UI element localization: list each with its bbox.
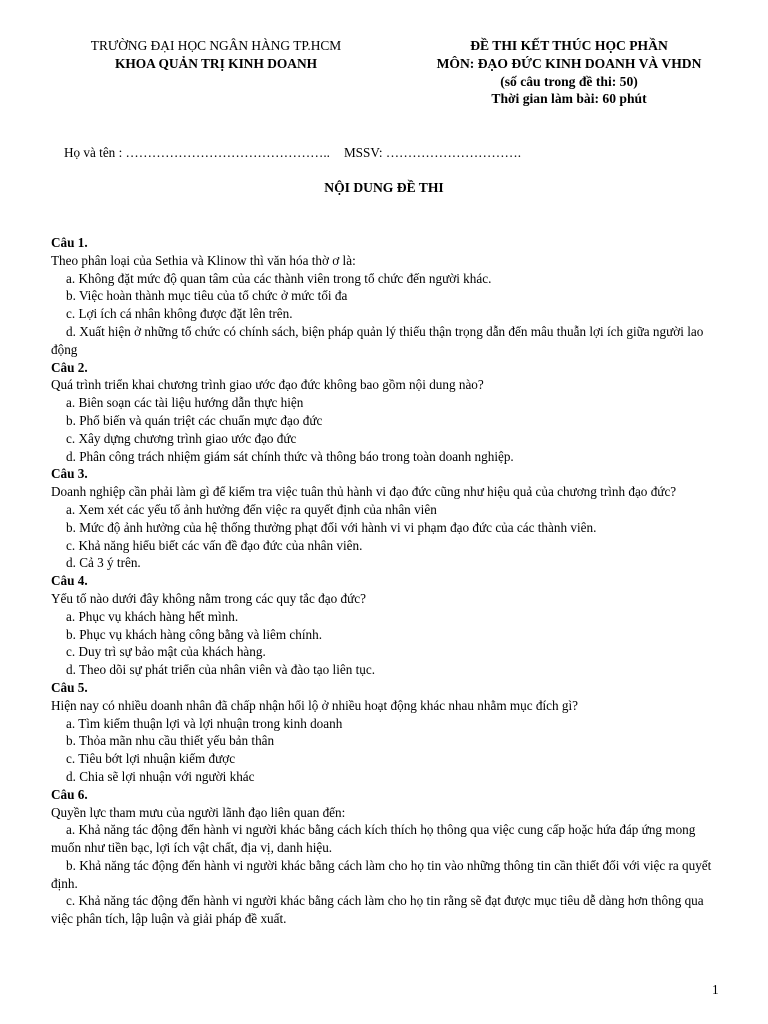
question-text: Doanh nghiệp cần phải làm gì để kiểm tra việc tuân thủ hành vi đạo đức cũng như hiệu quả của chương trình đạo đức? bbox=[51, 484, 677, 500]
question bbox=[51, 234, 721, 359]
exam-info-block bbox=[410, 37, 728, 108]
answer-option: a. Không đặt mức độ quan tâm của các thành viên trong tổ chức đến người khác. bbox=[66, 270, 492, 286]
question-text: Quyền lực tham mưu của người lãnh đạo liên quan đến: bbox=[51, 804, 346, 820]
question-label: Câu 1. bbox=[51, 235, 88, 250]
question-label: Câu 6. bbox=[51, 786, 88, 802]
school-name: TRƯỜNG ĐẠI HỌC NGÂN HÀNG TP.HCM bbox=[90, 38, 342, 53]
answer-option: c. Xây dựng chương trình giao ước đạo đức bbox=[66, 430, 297, 446]
answer-option: b. Phổ biến và quán triệt các chuẩn mực đạo đức bbox=[66, 412, 323, 428]
page-number: 1 bbox=[712, 982, 719, 997]
answer-option: b. Thỏa mãn nhu cầu thiết yếu bản thân bbox=[66, 733, 275, 749]
content-title: NỘI DUNG ĐỀ THI bbox=[324, 180, 444, 195]
question-text: Quá trình triển khai chương trình giao ước đạo đức không bao gồm nội dung nào? bbox=[51, 377, 484, 393]
student-info-line bbox=[64, 144, 521, 162]
exam-duration: Thời gian làm bài: 60 phút bbox=[491, 91, 647, 107]
question-label: Câu 4. bbox=[51, 573, 88, 589]
answer-option: d. Phân công trách nhiệm giám sát chính thức và thông báo trong toàn doanh nghiệp. bbox=[66, 448, 514, 464]
answer-option: c. Duy trì sự bảo mật của khách hàng. bbox=[66, 644, 266, 660]
question bbox=[51, 679, 721, 786]
question bbox=[51, 572, 721, 679]
answer-option: b. Việc hoàn thành mục tiêu của tổ chức ở mức tối đa bbox=[66, 288, 348, 304]
answer-option: c. Tiêu bớt lợi nhuận kiếm được bbox=[66, 751, 236, 767]
exam-header bbox=[0, 37, 768, 113]
answer-option: b. Khả năng tác động đến hành vi người khác bằng cách làm cho họ tin vào những thông tin cần thiết đối với việc ra quyết định. bbox=[51, 857, 712, 891]
answer-option: d. Theo dõi sự phát triển của nhân viên và đào tạo liên tục. bbox=[66, 662, 376, 678]
exam-title: ĐỀ THI KẾT THÚC HỌC PHẦN bbox=[470, 38, 668, 53]
question-label: Câu 3. bbox=[51, 466, 88, 482]
faculty-name: KHOA QUẢN TRỊ KINH DOANH bbox=[114, 55, 318, 71]
student-id-field: MSSV: …………………………. bbox=[343, 145, 522, 160]
answer-option: d. Cả 3 ý trên. bbox=[66, 555, 141, 571]
answer-option: c. Khả năng tác động đến hành vi người khác bằng cách làm cho họ tin rằng sẽ đạt được mục tiêu dễ dàng hơn thông qua việc phân tích, lập luận và giải pháp đề xuất. bbox=[51, 893, 704, 927]
answer-option: a. Khả năng tác động đến hành vi người khác bằng cách kích thích họ thông qua việc cung cấp hoặc hứa đáp ứng mong muốn như tiền bạc, lợi ích vật chất, địa vị, danh hiệu. bbox=[51, 822, 696, 856]
answer-option: d. Xuất hiện ở những tổ chức có chính sách, biện pháp quản lý thiếu thận trọng dẫn đến mâu thuẫn lợi ích giữa người lao động bbox=[51, 323, 704, 357]
question-text: Yếu tố nào dưới đây không nằm trong các quy tắc đạo đức? bbox=[51, 590, 366, 606]
question bbox=[51, 786, 721, 928]
answer-option: b. Mức độ ảnh hưởng của hệ thống thưởng phạt đối với hành vi vi phạm đạo đức của các thành viên. bbox=[66, 519, 597, 535]
student-name-field: Họ và tên : ……………………………………….. bbox=[64, 145, 330, 160]
question-count: (số câu trong đề thi: 50) bbox=[500, 73, 638, 89]
answer-option: a. Biên soạn các tài liệu hướng dẫn thực hiện bbox=[66, 395, 304, 411]
answer-option: d. Chia sẽ lợi nhuận với người khác bbox=[66, 768, 255, 784]
question bbox=[51, 359, 721, 466]
question-list bbox=[51, 234, 721, 928]
answer-option: c. Khả năng hiểu biết các vấn đề đạo đức của nhân viên. bbox=[66, 537, 363, 553]
question-text: Hiện nay có nhiều doanh nhân đã chấp nhận hối lộ ở nhiều hoạt động khác nhau nhằm mục đích gì? bbox=[51, 697, 579, 713]
answer-option: a. Phục vụ khách hàng hết mình. bbox=[66, 608, 239, 624]
answer-option: a. Xem xét các yếu tố ảnh hưởng đến việc ra quyết định của nhân viên bbox=[66, 501, 437, 517]
institution-block bbox=[70, 37, 362, 73]
question bbox=[51, 465, 721, 572]
subject-name: MÔN: ĐẠO ĐỨC KINH DOANH VÀ VHDN bbox=[436, 55, 702, 71]
answer-option: c. Lợi ích cá nhân không được đặt lên trên. bbox=[66, 306, 293, 322]
question-text: Theo phân loại của Sethia và Klinow thì văn hóa thờ ơ là: bbox=[51, 252, 356, 268]
answer-option: a. Tìm kiếm thuận lợi và lợi nhuận trong kinh doanh bbox=[66, 715, 343, 731]
question-label: Câu 5. bbox=[51, 679, 88, 695]
answer-option: b. Phục vụ khách hàng công bằng và liêm chính. bbox=[66, 626, 322, 642]
question-label: Câu 2. bbox=[51, 359, 88, 375]
